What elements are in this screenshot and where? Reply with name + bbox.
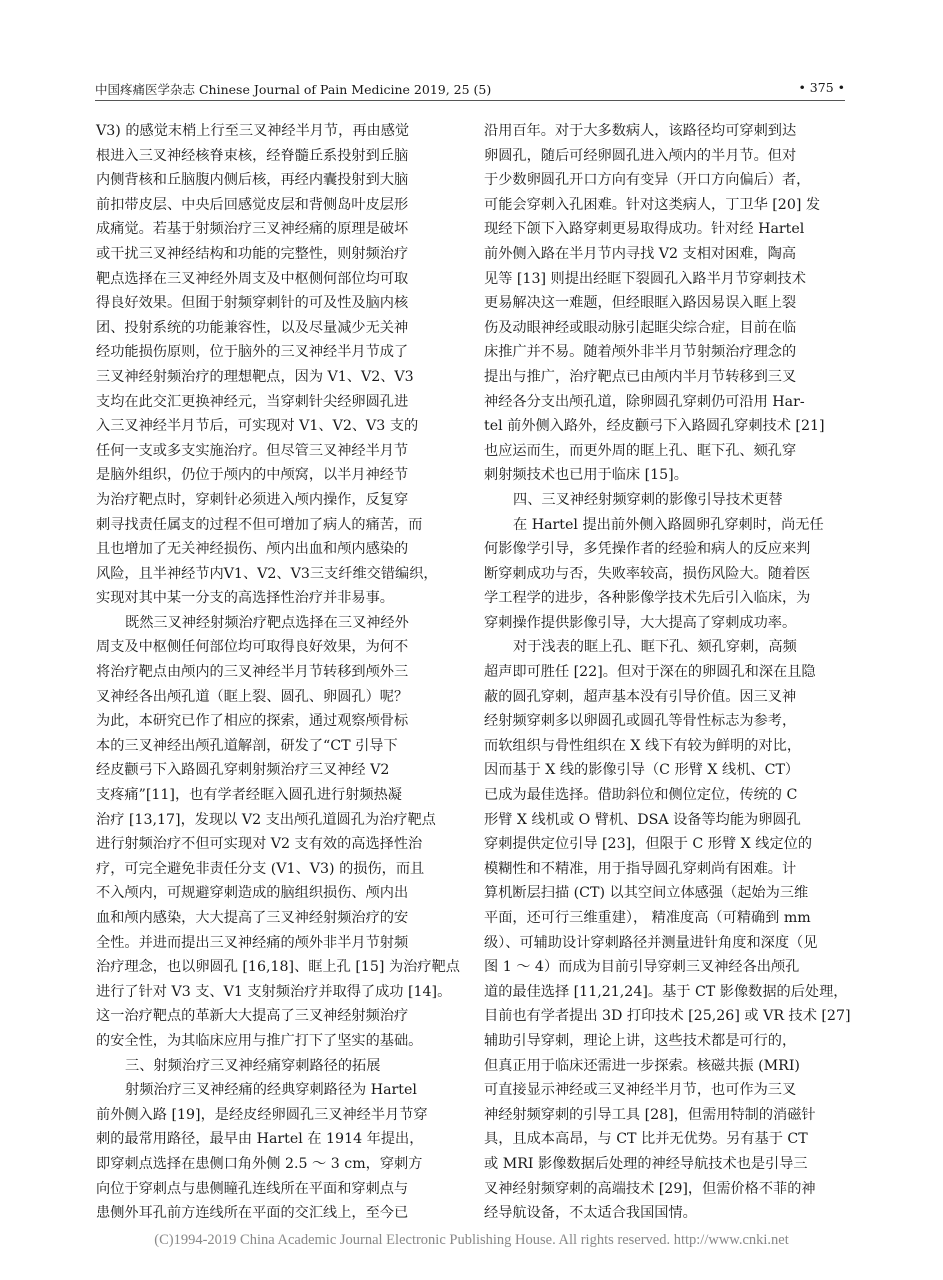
text-line: 沿用百年。对于大多数病人，该路径均可穿刺到达 [484, 123, 797, 139]
text-line: 向位于穿刺点与患侧瞳孔连线所在平面和穿刺点与 [96, 1180, 409, 1197]
text-line: 或干扰三叉神经结构和功能的完整性，则射频治疗 [96, 245, 409, 262]
text-line: 现经下颌下入路穿刺更易取得成功。针对经 Hartel [484, 221, 805, 238]
header-rule [95, 100, 845, 101]
text-line: 因而基于 X 线的影像引导（C 形臂 X 线机、CT） [484, 762, 800, 779]
text-line: 神经各分支出颅孔道，除卵圆孔穿刺仍可沿用 Har- [484, 393, 805, 410]
text-line: 提出与推广，治疗靶点已由颅内半月节转移到三叉 [484, 368, 797, 385]
text-line: 成痛觉。若基于射频治疗三叉神经痛的原理是破坏 [96, 221, 409, 238]
text-line: 支均在此交汇更换神经元，当穿刺针尖经卵圆孔进 [96, 393, 409, 410]
text-line: 图 1 ～ 4）而成为目前引导穿刺三叉神经各出颅孔 [484, 959, 800, 976]
text-line: 前外侧入路在半月节内寻找 V2 支相对困难，陶高 [484, 245, 797, 262]
text-line: 周支及中枢侧任何部位均可取得良好效果，为何不 [96, 639, 409, 656]
text-line: 为治疗靶点时，穿刺针必须进入颅内操作，反复穿 [96, 491, 409, 508]
text-line: 的安全性，为其临床应用与推广打下了坚实的基础。 [96, 1032, 423, 1049]
text-line: 根进入三叉神经核脊束核，经脊髓丘系投射到丘脑 [96, 147, 409, 164]
text-line: 入三叉神经半月节后，可实现对 V1、V2、V3 支的 [96, 418, 419, 435]
text-line: 经导航设备，不太适合我国国情。 [484, 1205, 697, 1222]
text-line: 治疗 [13,17]，发现以 V2 支出颅孔道圆孔为治疗靶点 [96, 811, 436, 828]
text-line: 模糊性和不精准，用于指导圆孔穿刺尚有困难。计 [484, 860, 797, 877]
page-number: • 375 • [798, 80, 845, 95]
text-line: 风险，且半神经节内V1、V2、V3三支纤维交错编织， [96, 565, 438, 582]
text-line: 既然三叉神经射频治疗靶点选择在三叉神经外 [125, 614, 409, 631]
journal-title: 中国疼痛医学杂志 Chinese Journal of Pain Medicine 2019, 25 (5) [95, 82, 492, 97]
text-line: 靶点选择在三叉神经外周支及中枢侧何部位均可取 [96, 270, 409, 287]
text-line: 患侧外耳孔前方连线所在平面的交汇线上，至今已 [96, 1205, 409, 1222]
text-line: 实现对其中某一分支的高选择性治疗并非易事。 [96, 590, 394, 607]
text-line: 叉神经射频穿刺的高端技术 [29]，但需价格不菲的神 [484, 1180, 816, 1197]
text-line: 具，且成本高昂，与 CT 比并无优势。另有基于 CT [484, 1131, 808, 1148]
text-line: 团、投射系统的功能兼容性，以及尽量减少无关神 [96, 319, 409, 336]
left-column [96, 119, 458, 1226]
text-line: 即穿刺点选择在患侧口角外侧 2.5 ～ 3 cm，穿刺方 [96, 1155, 423, 1172]
text-line: 道的最佳选择 [11,21,24]。基于 CT 影像数据的后处理， [484, 983, 848, 1000]
text-line: 超声即可胜任 [22]。但对于深在的卵圆孔和深在且隐 [484, 664, 816, 681]
text-line: 或 MRI 影像数据后处理的神经导航技术也是引导三 [484, 1155, 808, 1172]
text-line: 经功能损伤原则，位于脑外的三叉神经半月节成了 [96, 344, 409, 361]
text-line: 穿刺操作提供影像引导，大大提高了穿刺成功率。 [484, 614, 797, 631]
text-line: 可直接显示神经或三叉神经半月节，也可作为三叉 [484, 1082, 797, 1099]
text-line: 在 Hartel 提出前外侧入路圆卵孔穿刺时，尚无任 [513, 516, 824, 533]
text-line: 也应运而生，而更外周的眶上孔、眶下孔、颏孔穿 [484, 442, 797, 459]
running-header [95, 80, 845, 98]
text-line: 为此，本研究已作了相应的探索，通过观察颅骨标 [96, 713, 409, 730]
text-line: 刺寻找责任属支的过程不但可增加了病人的痛苦，而 [96, 516, 423, 533]
text-line: 疗，可完全避免非责任分支 (V1、V3) 的损伤，而且 [96, 860, 425, 877]
text-line: 于少数卵圆孔开口方向有变异（开口方向偏后）者， [484, 172, 811, 189]
copyright-footer: (C)1994-2019 China Academic Journal Electronic Publishing House. All rights reserved. http://www.cnki.net [154, 1232, 789, 1248]
text-line: 经皮颧弓下入路圆孔穿刺射频治疗三叉神经 V2 [96, 762, 390, 779]
text-line: 平面，还可行三维重建）， 精准度高（可精确到 mm [484, 910, 811, 926]
text-line: 将治疗靶点由颅内的三叉神经半月节转移到颅外三 [96, 664, 409, 681]
text-line: 血和颅内感染，大大提高了三叉神经射频治疗的安 [96, 910, 409, 926]
text-line: 对于浅表的眶上孔、眶下孔、颏孔穿刺，高频 [513, 639, 797, 656]
text-line: 穿刺提供定位引导 [23]，但限于 C 形臂 X 线定位的 [484, 836, 813, 853]
text-line: 叉神经各出颅孔道（眶上裂、圆孔、卵圆孔）呢？ [96, 688, 409, 705]
text-line: 算机断层扫描 (CT) 以其空间立体感强（起始为三维 [484, 885, 809, 902]
text-line: 内侧背核和丘脑腹内侧后核，再经内囊投射到大脑 [96, 172, 409, 189]
text-line: 刺射频技术也已用于临床 [15]。 [484, 467, 688, 484]
text-line: 三叉神经射频治疗的理想靶点，因为 V1、V2、V3 [96, 368, 414, 385]
text-line: 已成为最佳选择。借助斜位和侧位定位，传统的 C [484, 787, 798, 804]
text-line: 四、三叉神经射频穿刺的影像引导技术更替 [513, 491, 783, 508]
text-line: 进行射频治疗不但可实现对 V2 支有效的高选择性治 [96, 836, 423, 853]
text-line: 支疼痛”[11]，也有学者经眶入圆孔进行射频热凝 [96, 787, 402, 804]
right-column [484, 119, 851, 1226]
text-line: 前扣带皮层、中央后回感觉皮层和背侧岛叶皮层形 [96, 196, 409, 213]
text-line: 但真正用于临床还需进一步探索。核磁共振 (MRI) [484, 1057, 800, 1074]
text-line: 是脑外组织，仍位于颅内的中颅窝，以半月神经节 [96, 467, 409, 484]
text-line: 射频治疗三叉神经痛的经典穿刺路径为 Hartel [125, 1082, 417, 1099]
text-line: tel 前外侧入路外，经皮颧弓下入路圆孔穿刺技术 [21] [484, 418, 825, 435]
text-line: 经射频穿刺多以卵圆孔或圆孔等骨性标志为参考， [484, 713, 797, 730]
text-line: 何影像学引导，多凭操作者的经验和病人的反应来判 [484, 541, 811, 558]
text-line: 学工程学的进步，各种影像学技术先后引入临床，为 [484, 590, 811, 607]
text-line: 见等 [13] 则提出经眶下裂圆孔入路半月节穿刺技术 [484, 270, 806, 287]
text-line: 刺的最常用路径，最早由 Hartel 在 1914 年提出， [96, 1131, 424, 1148]
text-line: 全性。并进而提出三叉神经痛的颅外非半月节射频 [96, 934, 409, 951]
text-line: 三、射频治疗三叉神经痛穿刺路径的拓展 [125, 1057, 381, 1074]
text-line: 本的三叉神经出颅孔道解剖，研发了“CT 引导下 [96, 737, 398, 754]
text-line: 伤及动眼神经或眼动脉引起眶尖综合症，目前在临 [484, 319, 797, 336]
text-line: 床推广并不易。随着颅外非半月节射频治疗理念的 [484, 344, 797, 361]
text-line: 进行了针对 V3 支、V1 支射频治疗并取得了成功 [14]。 [96, 983, 452, 1000]
text-line: 蔽的圆孔穿刺，超声基本没有引导价值。因三叉神 [484, 688, 797, 705]
text-line: 形臂 X 线机或 O 臂机、DSA 设备等均能为卵圆孔 [484, 811, 801, 828]
text-line: 治疗理念，也以卵圆孔 [16,18]、眶上孔 [15] 为治疗靶点 [96, 959, 460, 976]
text-line: 可能会穿刺入孔困难。针对这类病人，丁卫华 [20] 发 [484, 196, 821, 213]
text-line: 任何一支或多支实施治疗。但尽管三叉神经半月节 [96, 442, 409, 459]
text-line: 卵圆孔，随后可经卵圆孔进入颅内的半月节。但对 [484, 147, 797, 164]
text-line: 这一治疗靶点的革新大大提高了三叉神经射频治疗 [96, 1008, 409, 1025]
text-line: 目前也有学者提出 3D 打印技术 [25,26] 或 VR 技术 [27] [484, 1008, 851, 1025]
text-line: 不入颅内，可规避穿刺造成的脑组织损伤、颅内出 [96, 885, 409, 902]
text-line: 级）、可辅助设计穿刺路径并测量进针角度和深度（见 [484, 934, 818, 951]
text-line: 得良好效果。但囿于射频穿刺针的可及性及脑内核 [96, 295, 409, 312]
text-line: 且也增加了无关神经损伤、颅内出血和颅内感染的 [96, 541, 409, 558]
text-line: 更易解决这一难题，但经眼眶入路因易误入眶上裂 [484, 295, 797, 312]
text-line: 辅助引导穿刺，理论上讲，这些技术都是可行的， [484, 1032, 797, 1049]
text-line: 前外侧入路 [19]，是经皮经卵圆孔三叉神经半月节穿 [96, 1106, 428, 1123]
text-line: 神经射频穿刺的引导工具 [28]，但需用特制的消磁针 [484, 1106, 816, 1123]
text-line: 而软组织与骨性组织在 X 线下有较为鲜明的对比， [484, 737, 802, 754]
text-line: 断穿刺成功与否，失败率较高，损伤风险大。随着医 [484, 565, 811, 582]
text-line: V3) 的感觉末梢上行至三叉神经半月节，再由感觉 [96, 123, 410, 139]
